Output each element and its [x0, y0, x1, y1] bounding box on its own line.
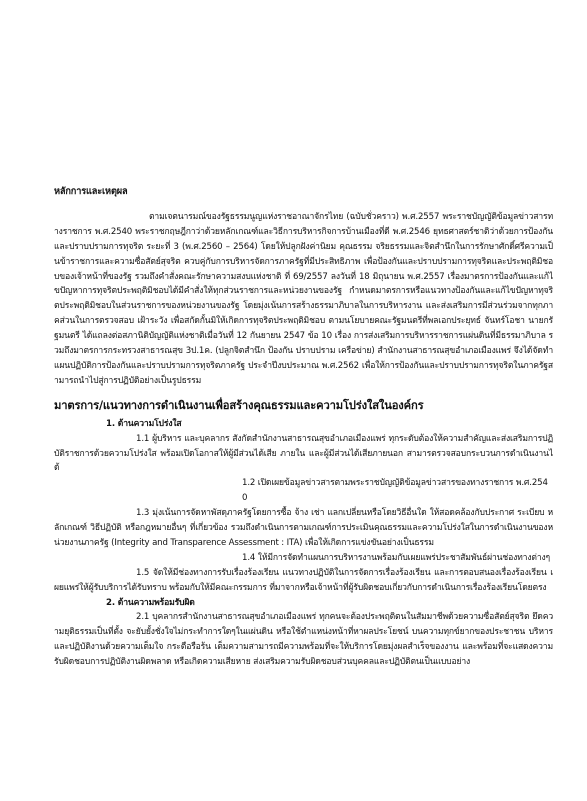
subsection-transparency: 1. ด้านความโปร่งใส — [106, 418, 182, 429]
heading-principles: หลักการและเหตุผล — [54, 186, 128, 197]
item-1-2: 1.2 เปิดเผยข้อมูลข่าวสารตามพระราชบัญญัติข้อมูลข่าวสารของทางราชการ พ.ศ.2540 — [242, 478, 548, 504]
item-1-4: 1.4 ให้มีการจัดทำแผนการบริหารงานพร้อมกับเผยแพร่ประชาสัมพันธ์ผ่านช่องทางต่างๆ — [242, 552, 551, 563]
section-title: มาตรการ/แนวทางการดำเนินงานเพื่อสร้างคุณธรรมและความโปร่งใสในองค์กร — [54, 398, 424, 412]
subsection-accountability: 2. ด้านความพร้อมรับผิด — [106, 597, 195, 608]
item-1-1: 1.1 ผู้บริหาร และบุคลากร สังกัดสำนักงานสาธารณสุขอำเภอเมืองแพร่ ทุกระดับต้องให้ความสำคัญและส่งเสริมการปฏิบัติราชการด้วยความโปร่งใส พร้อมเปิดโอกาสให้ผู้มีส่วนได้เสีย ภายใน และผู้มีส่วนได้เสียภายนอก สามารตรวจสอบกระบวนการดำเนินงานได้ — [54, 433, 553, 474]
intro-paragraph: ตามเจตนารมณ์ของรัฐธรรมนูญแห่งราชอาณาจักรไทย (ฉบับชั่วคราว) พ.ศ.2557 พระราชบัญญัติข้อมูลข่าวสารทางราชการ พ.ศ.2540 พระราชกฤษฎีกาว่าด้วยหลักเกณฑ์และวิธีการบริหารกิจการบ้านเมืองที่ดี พ.ศ.2546 ยุทธศาสตร์ชาติว่าด้วยการป้องกันและปราบปรามการทุจริต ระยะที่ 3 (พ.ศ.2560 – 2564) โดยให้ปลูกฝังค่านิยม คุณธรรม จริยธรรมและจิตสำนึกในการรักษาศักดิ์ศรีความเป็นข้าราชการและความซื่อสัตย์สุจริต ควบคู่กับการบริหารจัดการภาครัฐที่มีประสิทธิภาพ เพื่อป้องกันและปราบปรามการทุจริตและประพฤติมิชอบของเจ้าหน้าที่ของรัฐ รวมถึงคำสั่งคณะรักษาความสงบแห่งชาติ ที่ 69/2557 ลงวันที่ 18 มิถุนายน พ.ศ.2557 เรื่องมาตรการป้องกันและแก้ไขปัญหาการทุจริตประพฤติมิชอบได้มีคำสั่งให้ทุกส่วนราชการและหน่วยงานของรัฐ กำหนดมาตรการหรือแนวทางป้องกันและแก้ไขปัญหาทุจริตประพฤติมิชอบในส่วนราชการของหน่วยงานของรัฐ โดยมุ่งเน้นการสร้างธรรมาภิบาลในการบริหารงาน และส่งเสริมการมีส่วนร่วมจากทุกภาคส่วนในการตรวจสอบ เฝ้าระวัง เพื่อสกัดกั้นมิให้เกิดการทุจริตประพฤติมิชอบ ตามนโยบายคณะรัฐมนตรีที่พลเอกประยุทธ์ จันทร์โอชา นายกรัฐมนตรี ได้แถลงต่อสภานิติบัญญัติแห่งชาติเมื่อวันที่ 12 กันยายน 2547 ข้อ 10 เรื่อง การส่งเสริมการบริหารราชการแผ่นดินที่มีธรรมาภิบาล รวมถึงมาตรการกระทรวงสาธารณสุข 3ป.1ค. (ปลูกจิตสำนึก ป้องกัน ปราบปราม เครือข่าย) สำนักงานสาธารณสุขอำเภอเมืองแพร่ จึงได้จัดทำแผนปฏิบัติการป้องกันและปราบปรามการทุจริตภาครัฐ ประจำปีงบประมาณ พ.ศ.2562 เพื่อให้การป้องกันและปราบปรามการทุจริตในภาครัฐสามารถนำไปสู่การปฏิบัติอย่างเป็นรูปธรรม — [54, 211, 553, 386]
item-1-5: 1.5 จัดให้มีช่องทางการรับเรื่องร้องเรียน แนวทางปฏิบัติในการจัดการเรื่องร้องเรียน และการตอบสนองเรื่องร้องเรียน เผยแพร่ให้ผู้รับบริการได้รับทราบ พร้อมกับให้มีคณะกรรมการ ที่มาจากหรือเจ้าหน้าที่ผู้รับผิดชอบเกี่ยวกับการดำเนินการเรื่องร้องเรียนโดยตรง — [54, 567, 553, 593]
item-2-1: 2.1 บุคลากรสำนักงานสาธารณสุขอำเภอเมืองแพร่ ทุกคนจะต้องประพฤติตนในสัมมาชีพด้วยความซื่อสัตย์สุจริต ยึดความยุติธรรมเป็นที่ตั้ง จะยับยั้งชั่งใจไม่กระทำการใดๆในแผ่นดิน หรือใช้ตำแหน่งหน้าที่หาผลประโยชน์ บนความทุกข์ยากของประชาชน บริหารและปฏิบัติงานด้วยความเต็มใจ กระตือรือร้น เต็มความสามารถมีความพร้อมที่จะให้บริการโดยมุ่งผลสำเร็จของงาน และพร้อมที่จะแสดงความรับผิดชอบการปฏิบัติงานผิดพลาด หรือเกิดความเสียหาย ส่งเสริมความรับผิดชอบส่วนบุคคลและปฏิบัติตนเป็นแบบอย่าง — [54, 612, 553, 668]
item-1-3: 1.3 มุ่งเน้นการจัดหาพัสดุภาครัฐโดยการซื้อ จ้าง เช่า แลกเปลี่ยนหรือโดยวิธีอื่นใด ให้สอดคล้องกับประกาศ ระเบียบ หลักเกณฑ์ วิธีปฏิบัติ หรือกฎหมายอื่นๆ ที่เกี่ยวข้อง รวมถึงดำเนินการตามเกณฑ์การประเมินคุณธรรมและความโปร่งใสในการดำเนินงานของหน่วยงานภาครัฐ (Integrity and Transparence Assessment : ITA) เพื่อให้เกิดการแข่งขันอย่างเป็นธรรม — [54, 508, 553, 548]
